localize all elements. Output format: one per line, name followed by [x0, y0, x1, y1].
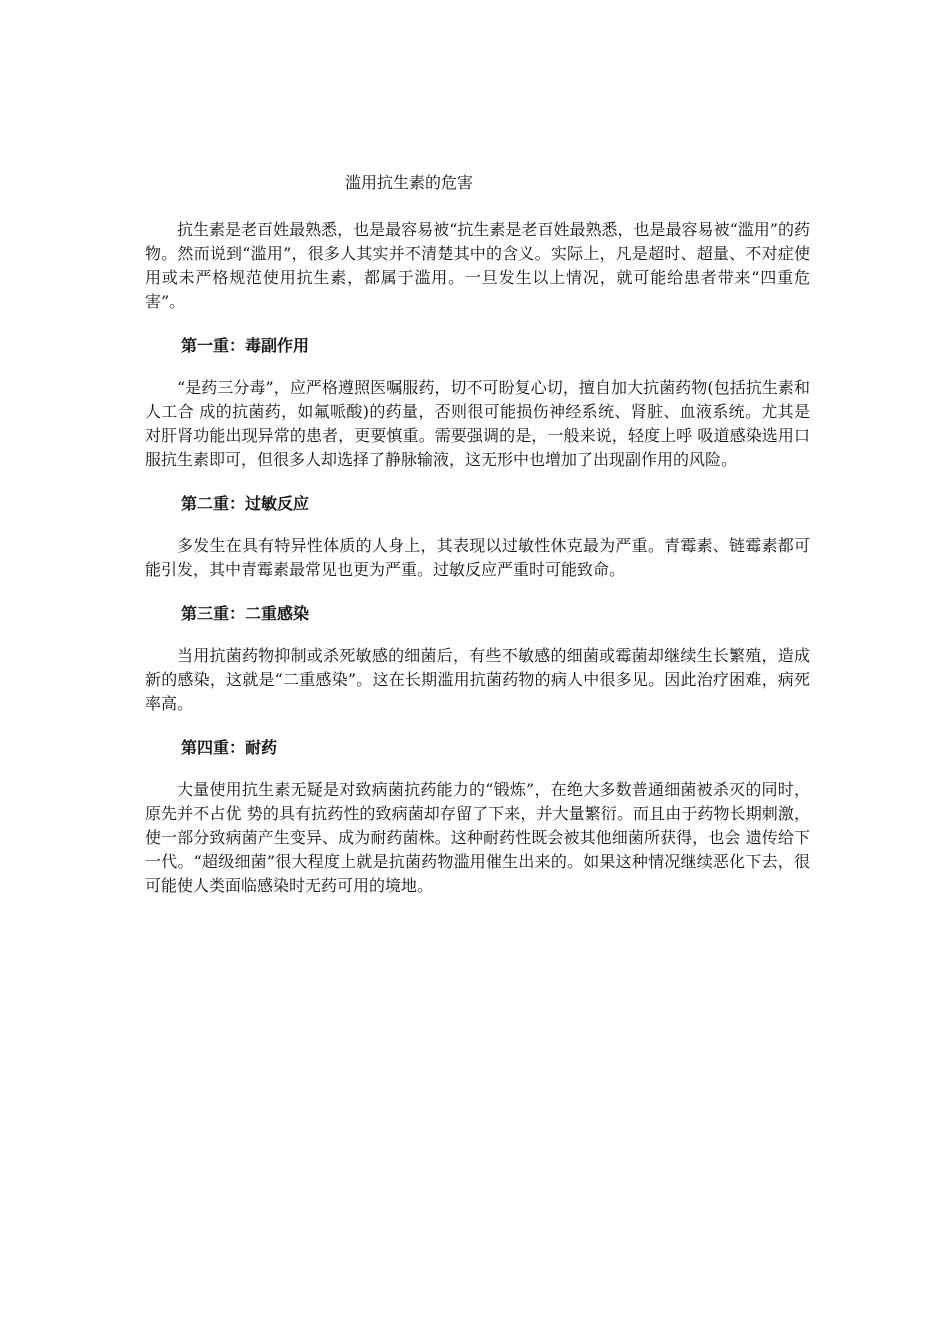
section-heading: 第三重：二重感染 [181, 604, 310, 623]
document-title: 滥用抗生素的危害 [345, 173, 474, 192]
section-heading: 第四重：耐药 [181, 738, 278, 757]
section-body: “是药三分毒”，应严格遵照医嘱服药，切不可盼复心切，擅自加大抗菌药物(包括抗生素和人工合 成的抗菌药，如氟哌酸)的药量，否则很可能损伤神经系统、肾脏、血液系统。尤其是对肝肾功能出现异常的患者，更要慎重。需要强调的是，一般来说，轻度上呼 吸道感染选用口服抗生素即可，但很多人却选择了静脉输液，这无形中也增加了出现副作用的风险。 [145, 378, 810, 469]
section-body: 多发生在具有特异性体质的人身上，其表现以过敏性休克最为严重。青霉素、链霉素都可能引发，其中青霉素最常见也更为严重。过敏反应严重时可能致命。 [145, 536, 810, 579]
intro-paragraph: 抗生素是老百姓最熟悉，也是最容易被“抗生素是老百姓最熟悉，也是最容易被“滥用”的药物。然而说到“滥用”，很多人其实并不清楚其中的含义。实际上，凡是超时、超量、不对症使用或未严格规范使用抗生素，都属于滥用。一旦发生以上情况，就可能给患者带来“四重危害”。 [145, 220, 810, 311]
section-body: 大量使用抗生素无疑是对致病菌抗药能力的“锻炼”，在绝大多数普通细菌被杀灭的同时，原先并不占优 势的具有抗药性的致病菌却存留了下来，并大量繁衍。而且由于药物长期刺激，使一部分致病菌产生变异、成为耐药菌株。这种耐药性既会被其他细菌所获得，也会 遗传给下一代。“超级细菌”很大程度上就是抗菌药物滥用催生出来的。如果这种情况继续恶化下去，很可能使人类面临感染时无药可用的境地。 [145, 780, 810, 895]
section-1 [145, 334, 810, 472]
section-heading: 第二重：过敏反应 [181, 494, 310, 513]
section-2 [145, 492, 810, 582]
section-3 [145, 602, 810, 716]
section-heading: 第一重：毒副作用 [181, 336, 310, 355]
section-4 [145, 736, 810, 898]
document-page [145, 170, 810, 918]
section-body: 当用抗菌药物抑制或杀死敏感的细菌后，有些不敏感的细菌或霉菌却继续生长繁殖，造成新的感染，这就是“二重感染”。这在长期滥用抗菌药物的病人中很多见。因此治疗困难，病死率高。 [145, 646, 810, 713]
